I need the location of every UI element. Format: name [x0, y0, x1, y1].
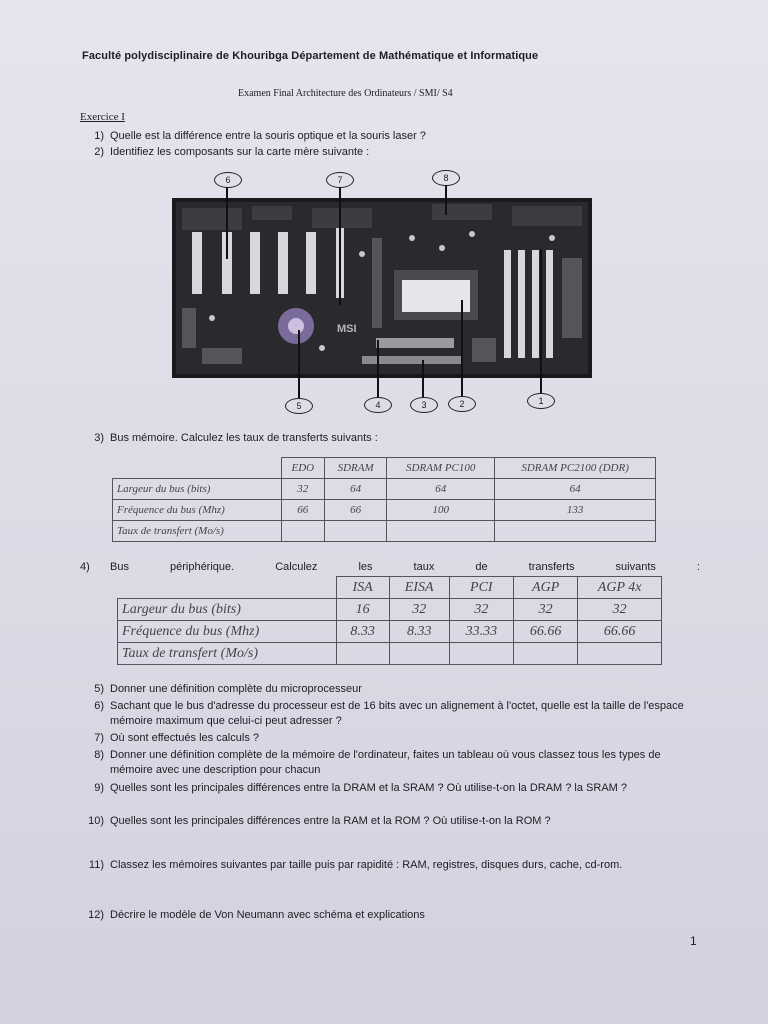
row-label: Largeur du bus (bits) [118, 599, 337, 621]
table-header-cell: AGP 4x [578, 577, 662, 599]
memory-bus-table [112, 457, 656, 542]
question-6 [80, 699, 700, 729]
table-header-cell: EDO [281, 458, 325, 479]
table-cell: 32 [389, 599, 449, 621]
question-8 [80, 748, 700, 778]
table-cell: 32 [449, 599, 513, 621]
callout-8: 8 [432, 170, 460, 186]
table-cell: 66 [281, 500, 325, 521]
callout-3: 3 [410, 397, 438, 413]
motherboard-image [172, 198, 592, 378]
table-header-cell: SDRAM PC100 [387, 458, 495, 479]
question-text: Bus mémoire. Calculez les taux de transferts suivants : [110, 432, 378, 444]
document-header: Faculté polydisciplinaire de Khouribga Département de Mathématique et Informatique [82, 50, 539, 62]
table-cell [578, 643, 662, 665]
question-12 [80, 908, 700, 923]
callout-1: 1 [527, 393, 555, 409]
question-text: Donner une définition complète de la mémoire de l'ordinateur, faites un tableau où vous classez tous les types de mémoire avec une description pour chacun [110, 749, 661, 776]
question-number: 9) [94, 782, 104, 794]
question-text: Sachant que le bus d'adresse du processeur est de 16 bits avec un alignement à l'octet, quelle est la taille de l'espace mémoire maximum que celui-ci peut adresser ? [110, 700, 684, 727]
table-header-cell: ISA [336, 577, 389, 599]
question-number: 11) [88, 859, 104, 871]
table-header-row [113, 458, 656, 479]
table-cell [389, 643, 449, 665]
question-3 [80, 431, 378, 446]
question-text: Décrire le modèle de Von Neumann avec schéma et explications [110, 909, 425, 921]
table-cell [513, 643, 577, 665]
table-header-cell: AGP [513, 577, 577, 599]
leader-line [298, 330, 300, 398]
leader-line [445, 185, 447, 215]
peripheral-bus-table [117, 576, 662, 665]
page-number: 1 [690, 934, 697, 948]
table-cell: 16 [336, 599, 389, 621]
question-text: Classez les mémoires suivantes par taille puis par rapidité : RAM, registres, disques durs, cache, cd-rom. [110, 859, 623, 871]
callout-7: 7 [326, 172, 354, 188]
question-9 [80, 781, 700, 796]
question-number: 10) [88, 815, 104, 827]
leader-line [422, 360, 424, 397]
table-cell: 32 [578, 599, 662, 621]
table-header-cell: PCI [449, 577, 513, 599]
table-cell: 8.33 [336, 621, 389, 643]
table-cell: 66.66 [513, 621, 577, 643]
question-number: 5) [94, 683, 104, 695]
question-text: Quelles sont les principales différences entre la DRAM et la SRAM ? Où utilise-t-on la DRAM ? la SRAM ? [110, 782, 628, 794]
table-cell: 64 [495, 479, 656, 500]
question-number: 2) [94, 146, 104, 158]
table-cell [281, 521, 325, 542]
table-cell: 66 [325, 500, 387, 521]
question-number: 4) [80, 561, 90, 573]
leader-line [226, 187, 228, 259]
question-1 [80, 129, 426, 144]
question-number: 6) [94, 700, 104, 712]
table-cell: 133 [495, 500, 656, 521]
table-header-cell: SDRAM PC2100 (DDR) [495, 458, 656, 479]
table-row [113, 521, 656, 542]
question-text: Donner une définition complète du microprocesseur [110, 683, 362, 695]
table-cell: 66.66 [578, 621, 662, 643]
table-row [118, 599, 662, 621]
question-text: Quelle est la différence entre la souris optique et la souris laser ? [110, 130, 426, 142]
table-cell: 32 [281, 479, 325, 500]
question-7 [80, 731, 700, 746]
table-header-row [118, 577, 662, 599]
question-11 [80, 858, 700, 873]
leader-line [540, 250, 542, 393]
table-row [118, 643, 662, 665]
question-5 [80, 682, 700, 697]
exam-title: Examen Final Architecture des Ordinateurs / SMI/ S4 [238, 88, 453, 99]
row-label: Fréquence du bus (Mhz) [113, 500, 282, 521]
question-number: 1) [94, 130, 104, 142]
question-10 [80, 814, 700, 829]
table-cell: 64 [387, 479, 495, 500]
table-header-cell: SDRAM [325, 458, 387, 479]
question-number: 8) [94, 749, 104, 761]
row-label: Taux de transfert (Mo/s) [113, 521, 282, 542]
table-cell [387, 521, 495, 542]
question-number: 12) [88, 909, 104, 921]
table-cell [495, 521, 656, 542]
question-text: Identifiez les composants sur la carte mère suivante : [110, 146, 370, 158]
row-label: Taux de transfert (Mo/s) [118, 643, 337, 665]
table-cell [449, 643, 513, 665]
table-row [113, 500, 656, 521]
callout-2: 2 [448, 396, 476, 412]
table-corner-cell [118, 577, 337, 599]
leader-line [377, 340, 379, 397]
table-corner-cell [113, 458, 282, 479]
table-cell: 64 [325, 479, 387, 500]
callout-4: 4 [364, 397, 392, 413]
exercise-heading: Exercice I [80, 111, 125, 123]
board-brand-label: MSI [337, 323, 357, 335]
table-row [113, 479, 656, 500]
question-number: 3) [94, 432, 104, 444]
question-number: 7) [94, 732, 104, 744]
leader-line [339, 187, 341, 305]
leader-line [461, 300, 463, 396]
table-row [118, 621, 662, 643]
question-text: Quelles sont les principales différences entre la RAM et la ROM ? Où utilise-t-on la ROM ? [110, 815, 551, 827]
callout-5: 5 [285, 398, 313, 414]
row-label: Fréquence du bus (Mhz) [118, 621, 337, 643]
table-header-cell: EISA [389, 577, 449, 599]
callout-6: 6 [214, 172, 242, 188]
question-text: Où sont effectués les calculs ? [110, 732, 259, 744]
row-label: Largeur du bus (bits) [113, 479, 282, 500]
question-4 [80, 560, 700, 575]
table-cell: 100 [387, 500, 495, 521]
question-2 [80, 145, 369, 160]
table-cell: 33.33 [449, 621, 513, 643]
question-text: Bus périphérique. Calculez les taux de transferts suivants : [110, 561, 700, 573]
table-cell [336, 643, 389, 665]
table-cell: 8.33 [389, 621, 449, 643]
table-cell: 32 [513, 599, 577, 621]
table-cell [325, 521, 387, 542]
